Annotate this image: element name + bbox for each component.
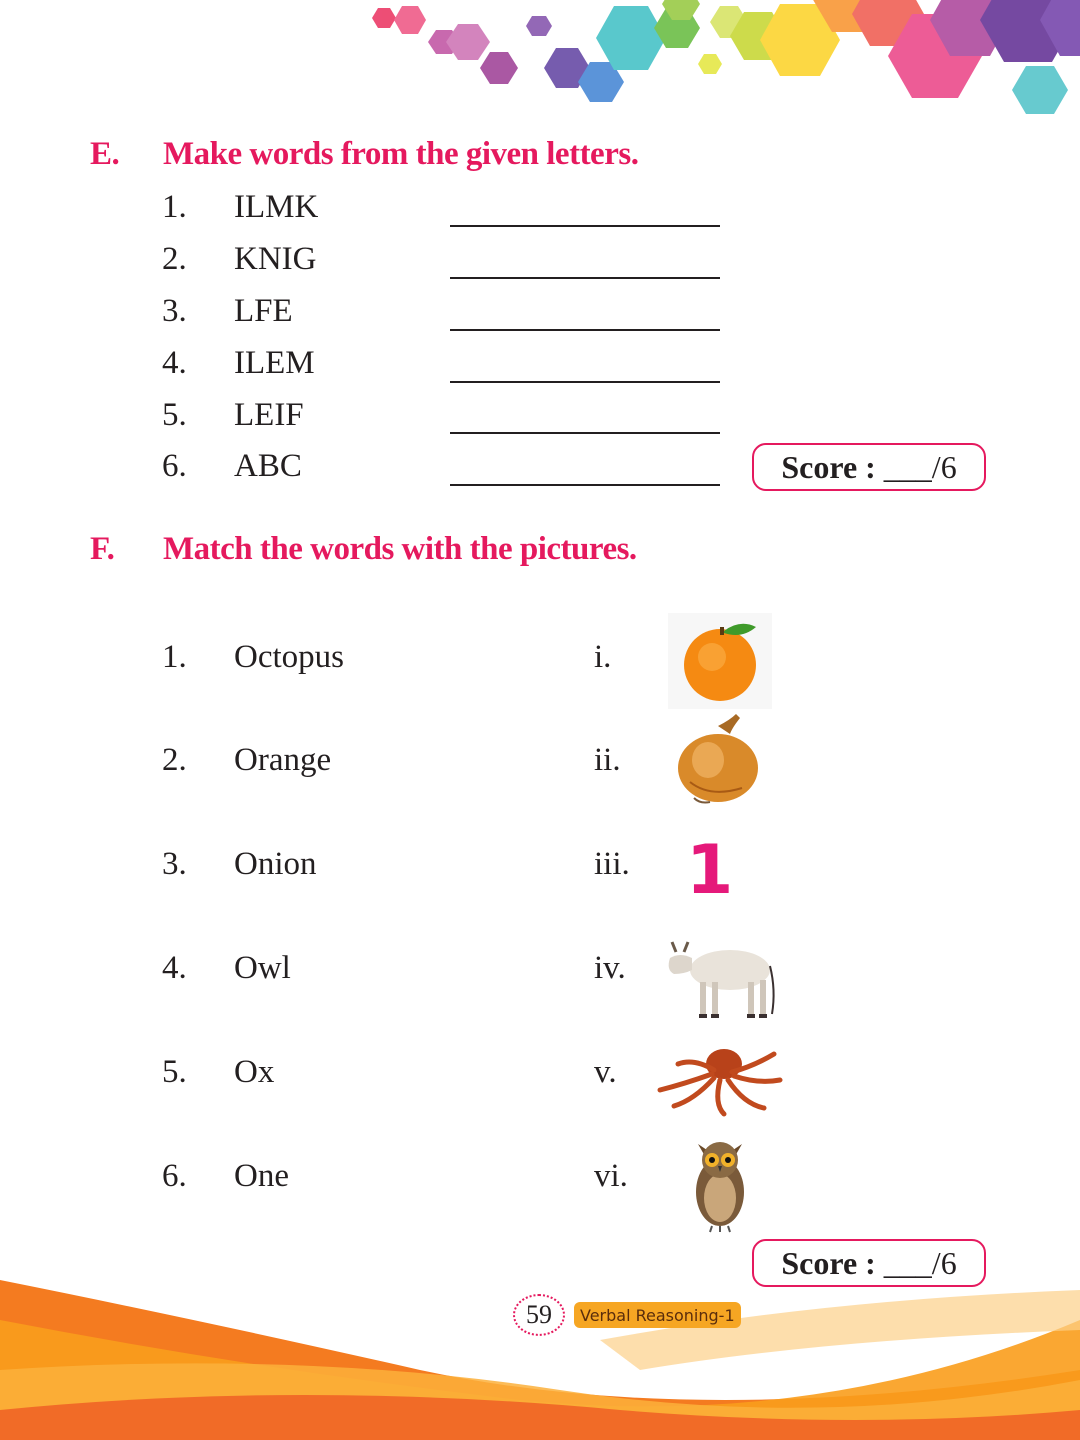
book-title-badge: Verbal Reasoning-1 (574, 1302, 741, 1328)
item-number: 5. (162, 1054, 187, 1090)
orange-image[interactable] (668, 613, 772, 709)
onion-image[interactable] (670, 712, 766, 808)
item-number: 5. (162, 397, 187, 433)
score-box-e (752, 443, 986, 491)
jumbled-word: KNIG (234, 241, 317, 277)
section-e-letter: E. (90, 136, 120, 172)
answer-blank[interactable] (450, 432, 720, 434)
wave-decoration (0, 1260, 1080, 1440)
match-word-ox[interactable]: Ox (234, 1054, 275, 1090)
roman-numeral: iii. (594, 846, 630, 882)
hexagon-decoration (0, 0, 1080, 130)
section-f-title: Match the words with the pictures. (163, 531, 637, 567)
answer-blank[interactable] (450, 329, 720, 331)
match-word-owl[interactable]: Owl (234, 950, 291, 986)
item-number: 3. (162, 293, 187, 329)
item-number: 4. (162, 950, 187, 986)
item-number: 6. (162, 1158, 187, 1194)
item-number: 2. (162, 241, 187, 277)
item-number: 2. (162, 742, 187, 778)
jumbled-word: LEIF (234, 397, 304, 433)
score-value[interactable]: ___/6 (883, 448, 957, 485)
roman-numeral: i. (594, 639, 612, 675)
section-e-title: Make words from the given letters. (163, 136, 639, 172)
roman-numeral: ii. (594, 742, 621, 778)
item-number: 1. (162, 639, 187, 675)
jumbled-word: LFE (234, 293, 293, 329)
ox-image[interactable] (662, 930, 778, 1026)
page-number: 59 (513, 1294, 565, 1336)
section-f-letter: F. (90, 531, 115, 567)
item-number: 1. (162, 189, 187, 225)
jumbled-word: ILMK (234, 189, 319, 225)
item-number: 6. (162, 448, 187, 484)
match-word-orange[interactable]: Orange (234, 742, 332, 778)
match-word-onion[interactable]: Onion (234, 846, 317, 882)
roman-numeral: vi. (594, 1158, 628, 1194)
jumbled-word: ILEM (234, 345, 315, 381)
answer-blank[interactable] (450, 484, 720, 486)
jumbled-word: ABC (234, 448, 302, 484)
match-word-one[interactable]: One (234, 1158, 289, 1194)
roman-numeral: iv. (594, 950, 626, 986)
answer-blank[interactable] (450, 381, 720, 383)
item-number: 3. (162, 846, 187, 882)
number-one-image[interactable]: 1 (686, 831, 734, 910)
score-value[interactable]: ___/6 (883, 1244, 957, 1281)
match-word-octopus[interactable]: Octopus (234, 639, 344, 675)
answer-blank[interactable] (450, 225, 720, 227)
octopus-image[interactable] (654, 1044, 784, 1118)
item-number: 4. (162, 345, 187, 381)
answer-blank[interactable] (450, 277, 720, 279)
score-label: Score : (781, 448, 876, 485)
owl-image[interactable] (688, 1130, 752, 1234)
roman-numeral: v. (594, 1054, 617, 1090)
score-label: Score : (781, 1244, 876, 1281)
